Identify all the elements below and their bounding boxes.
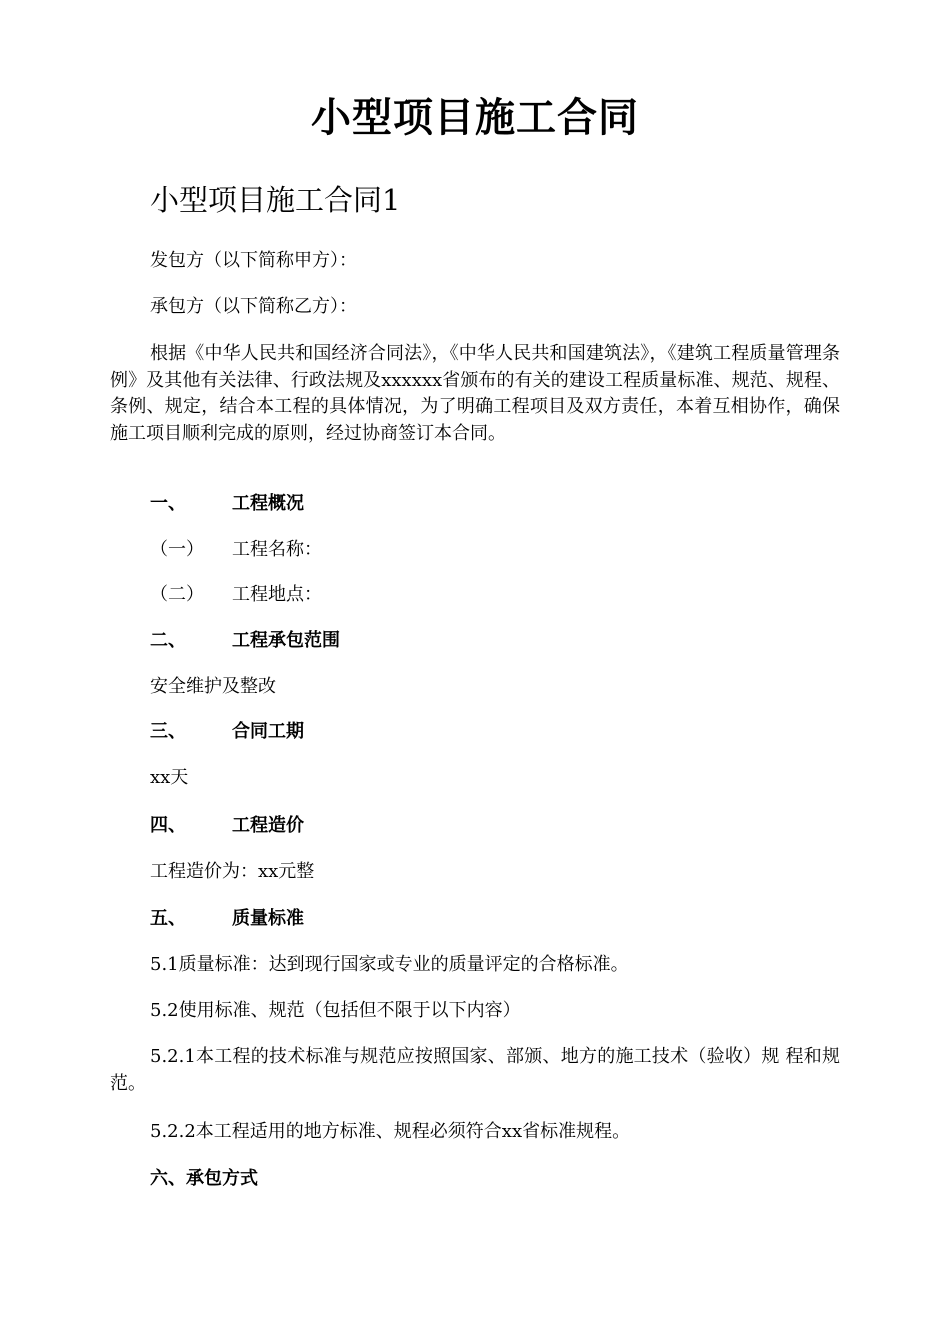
section-heading-1 xyxy=(150,491,304,517)
cost-body: 工程造价为：xx元整 xyxy=(150,861,315,882)
preamble-paragraph: 根据《中华人民共和国经济合同法》，《中华人民共和国建筑法》，《建筑工程质量管理条例》及其他有关法律、行政法规及xxxxxx省颁布的有关的建设工程质量标准、规范、规程、条例、规定，结合本工程的具体情况，为了明确工程项目及双方责任，本着互相协作，确保施工项目顺利完成的原则，经过协商签订本合同。 xyxy=(110,343,840,444)
section-number: 二、 xyxy=(150,630,186,651)
section-heading-5 xyxy=(150,906,304,932)
section-number: 四、 xyxy=(150,815,186,836)
item-text: 工程地点： xyxy=(232,584,322,605)
section-number: 一、 xyxy=(150,493,186,514)
item-text: 工程名称： xyxy=(232,539,322,560)
item-number: （一） xyxy=(150,539,204,560)
section-title: 工程造价 xyxy=(232,815,304,836)
party-b-line: 承包方（以下简称乙方）： xyxy=(150,296,357,317)
document-title: 小型项目施工合同 xyxy=(311,94,639,141)
document-subtitle: 小型项目施工合同1 xyxy=(150,183,401,217)
project-name-item xyxy=(150,537,322,563)
project-location-item xyxy=(150,582,322,608)
duration-body: xx天 xyxy=(150,767,189,788)
section-heading-2 xyxy=(150,628,340,654)
section-heading-4 xyxy=(150,813,304,839)
party-a-line: 发包方（以下简称甲方）： xyxy=(150,250,357,271)
quality-standard-5-1: 5.1质量标准：达到现行国家或专业的质量评定的合格标准。 xyxy=(150,954,629,975)
quality-standard-5-2: 5.2使用标准、规范（包括但不限于以下内容） xyxy=(150,1000,521,1021)
quality-standard-5-2-1: 5.2.1本工程的技术标准与规范应按照国家、部颁、地方的施工技术（验收）规 程和规范。 xyxy=(110,1046,840,1094)
quality-standard-5-2-2: 5.2.2本工程适用的地方标准、规程必须符合xx省标准规程。 xyxy=(150,1121,631,1142)
section-heading-3 xyxy=(150,719,304,745)
section-title: 质量标准 xyxy=(232,908,304,929)
section-title: 工程概况 xyxy=(232,493,304,514)
item-number: （二） xyxy=(150,584,204,605)
section-title: 合同工期 xyxy=(232,721,304,742)
section-heading-6: 六、承包方式 xyxy=(150,1168,258,1189)
section-number: 三、 xyxy=(150,721,186,742)
section-number: 五、 xyxy=(150,908,186,929)
scope-body: 安全维护及整改 xyxy=(150,676,276,697)
section-title: 工程承包范围 xyxy=(232,630,340,651)
